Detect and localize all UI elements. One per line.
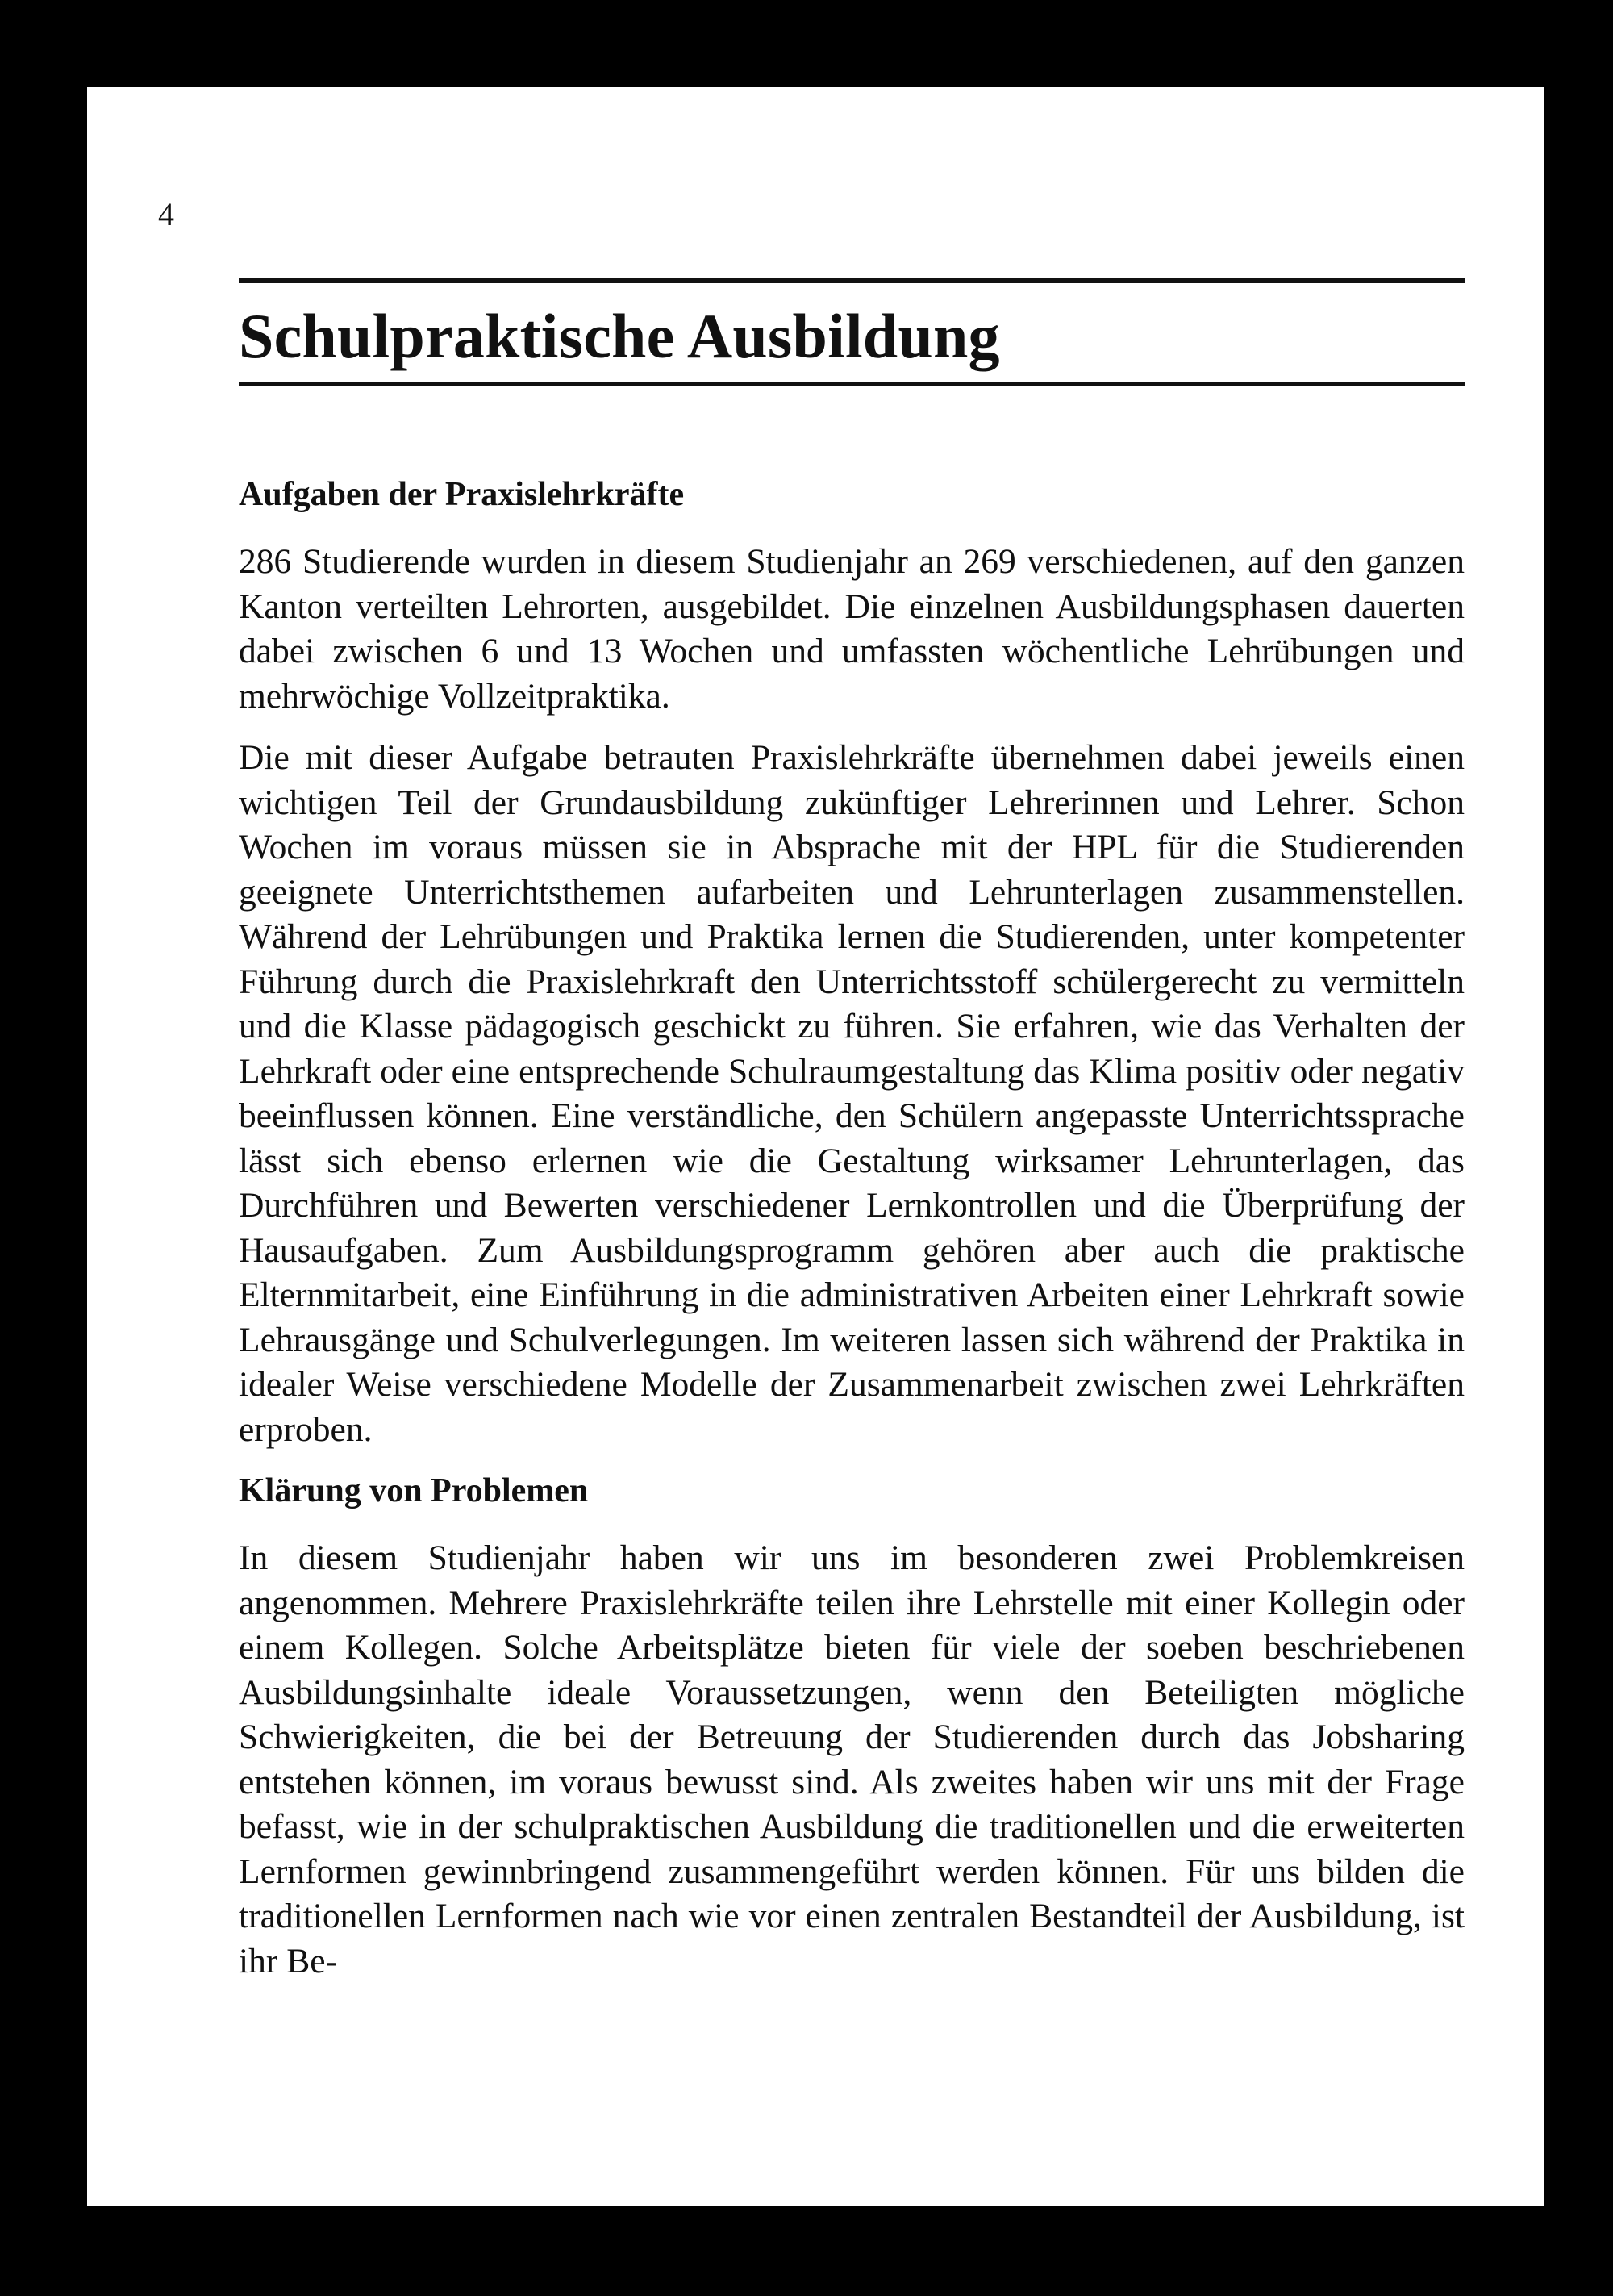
paragraph: In diesem Studienjahr haben wir uns im besonderen zwei Problemkreisen angenommen. Mehrere Praxislehrkräfte teilen ihre Lehrstelle mit einer Kollegin oder einem Kollegen. Solche Arbeitsplätze bieten für viele der soeben beschriebenen Ausbildungsinhalte ideale Voraussetzungen, wenn den Beteiligten mögliche Schwierigkeiten, die bei der Betreuung der Studierenden durch das Jobsharing entstehen können, im voraus bewusst sind. Als zweites haben wir uns mit der Frage befasst, wie in der schulpraktischen Ausbildung die traditionellen und die erweiterten Lernformen gewinnbringend zusammengeführt werden können. Für uns bilden die traditionellen Lernformen nach wie vor einen zentralen Bestandteil der Ausbildung, ist ihr Be- — [239, 1538, 1465, 1981]
title-rule-bottom — [239, 382, 1465, 386]
section-heading-praxislehrkraefte: Aufgaben der Praxislehrkräfte — [239, 476, 685, 513]
body-content — [239, 473, 1465, 1984]
page-number: 4 — [158, 196, 174, 232]
title-rule-top — [239, 278, 1465, 283]
section-heading-probleme: Klärung von Problemen — [239, 1472, 589, 1509]
page-title: Schulpraktische Ausbildung — [239, 301, 1000, 371]
paragraph: Die mit dieser Aufgabe betrauten Praxislehrkräfte übernehmen dabei jeweils einen wichtigen Teil der Grundausbildung zukünftiger Lehrerinnen und Lehrer. Schon Wochen im voraus müssen sie in Absprache mit der HPL für die Studierenden geeignete Unterrichtsthemen aufarbeiten und Lehrunterlagen zusammenstellen. Während der Lehrübungen und Praktika lernen die Studierenden, unter kompetenter Führung durch die Praxislehrkraft den Unterrichtsstoff schülergerecht zu vermitteln und die Klasse pädagogisch geschickt zu führen. Sie erfahren, wie das Verhalten der Lehrkraft oder eine entsprechende Schulraumgestaltung das Klima positiv oder negativ beeinflussen können. Eine verständliche, den Schülern angepasste Unterrichtssprache lässt sich ebenso erlernen wie die Gestaltung wirksamer Lehrunterlagen, das Durchführen und Bewerten verschiedener Lernkontrollen und die Überprüfung der Hausaufgaben. Zum Ausbildungsprogramm gehören aber auch die praktische Elternmitarbeit, eine Einführung in die administrativen Arbeiten einer Lehrkraft sowie Lehrausgänge und Schulverlegungen. Im weiteren lassen sich während der Praktika in idealer Weise verschiedene Modelle der Zusammenarbeit zwischen zwei Lehrkräften erproben. — [239, 738, 1465, 1449]
paragraph: 286 Studierende wurden in diesem Studienjahr an 269 verschiedenen, auf den ganzen Kanton verteilten Lehrorten, ausgebildet. Die einzelnen Ausbildungsphasen dauerten dabei zwischen 6 und 13 Wochen und umfassten wöchentliche Lehrübungen und mehrwöchige Vollzeitpraktika. — [239, 542, 1465, 716]
